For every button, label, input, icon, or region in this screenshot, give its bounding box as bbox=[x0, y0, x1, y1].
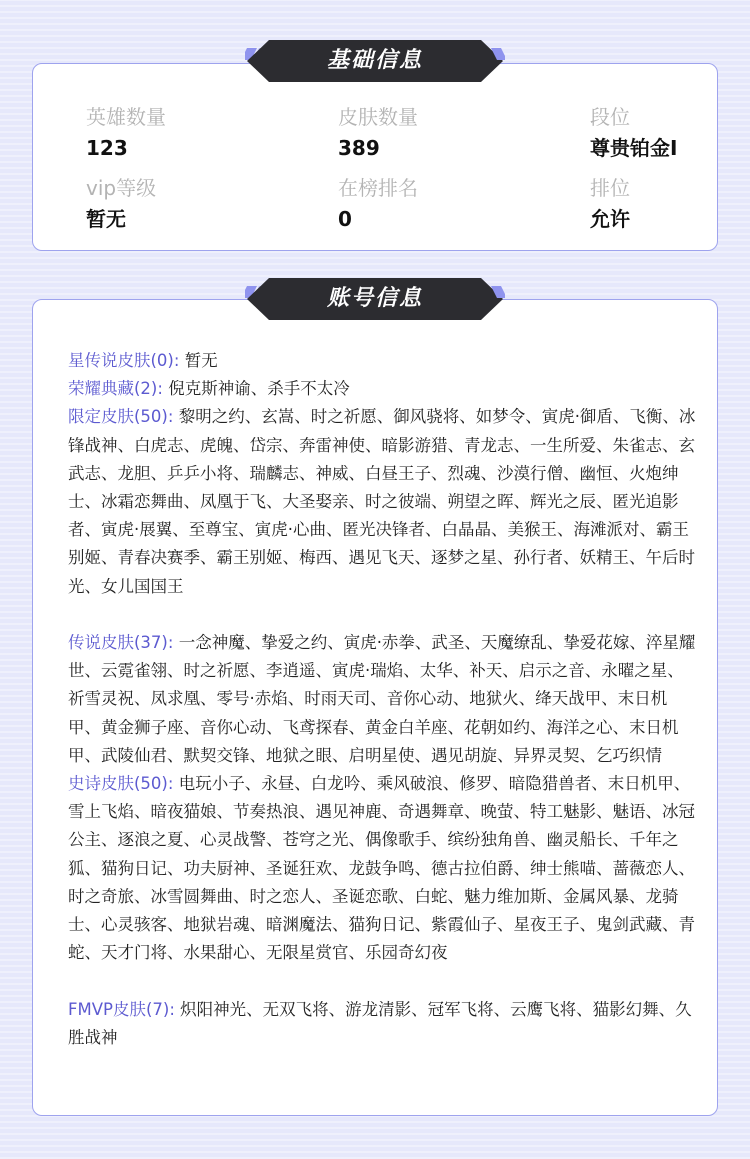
basic-info-banner bbox=[245, 38, 505, 84]
section-fmvp-skins bbox=[68, 996, 696, 1052]
stat-leaderboard-rank bbox=[338, 174, 418, 233]
section-limited-skins bbox=[68, 403, 696, 600]
stat-label: 在榜排名 bbox=[338, 176, 418, 200]
section-label: 荣耀典藏(2): bbox=[68, 379, 163, 399]
stat-ranked-allowed bbox=[590, 174, 630, 233]
account-info-title: 账号信息 bbox=[326, 286, 423, 311]
section-items: 黎明之约、玄嵩、时之祈愿、御风骁将、如梦令、寅虎·御盾、飞衡、冰锋战神、白虎志、虎魄、岱宗、奔雷神使、暗影游猎、青龙志、一生所爱、朱雀志、玄武志、龙胆、乒乒小将、瑞麟志、神威、白昼王子、烈魂、沙漠行僧、幽恒、火炮绅士、冰霜恋舞曲、凤凰于飞、大圣娶亲、时之彼端、朔望之晖、辉光之辰、匿光追影者、寅虎·展翼、至尊宝、寅虎·心曲、匿光决锋者、白晶晶、美猴王、海滩派对、霸王别姬、青春决赛季、霸王别姬、梅西、遇见飞天、逐梦之星、孙行者、妖精王、午后时光、女儿国国王 bbox=[68, 407, 696, 596]
stat-label: 段位 bbox=[590, 105, 630, 129]
stat-value: 尊贵铂金I bbox=[590, 136, 678, 160]
section-label: 限定皮肤(50): bbox=[68, 407, 174, 427]
stat-value: 389 bbox=[338, 136, 380, 160]
section-glory-collection bbox=[68, 375, 696, 403]
section-label: 史诗皮肤(50): bbox=[68, 774, 174, 794]
stat-label: 皮肤数量 bbox=[338, 105, 418, 129]
stat-label: vip等级 bbox=[86, 176, 157, 200]
section-items: 暂无 bbox=[184, 351, 218, 370]
section-items: 电玩小子、永昼、白龙吟、乘风破浪、修罗、暗隐猎兽者、末日机甲、雪上飞焰、暗夜猫娘、节奏热浪、遇见神鹿、奇遇舞章、晚萤、特工魅影、魅语、冰冠公主、逐浪之夏、心灵战警、苍穹之光、偶像歌手、缤纷独角兽、幽灵船长、千年之狐、猫狗日记、功夫厨神、圣诞狂欢、龙鼓争鸣、德古拉伯爵、绅士熊喵、蔷薇恋人、时之奇旅、冰雪圆舞曲、时之恋人、圣诞恋歌、白蛇、魅力维加斯、金属风暴、龙骑士、心灵骇客、地狱岩魂、暗渊魔法、猫狗日记、紫霞仙子、星夜王子、鬼剑武藏、青蛇、天才门将、水果甜心、无限星赏官、乐园奇幻夜 bbox=[68, 774, 695, 963]
stat-skin-count bbox=[338, 103, 418, 162]
stat-value: 暂无 bbox=[86, 207, 126, 231]
stat-value: 123 bbox=[86, 136, 128, 160]
stat-value: 0 bbox=[338, 207, 352, 231]
stat-rank-tier bbox=[590, 103, 677, 162]
stat-label: 英雄数量 bbox=[86, 105, 166, 129]
basic-info-title: 基础信息 bbox=[326, 48, 423, 73]
section-legend-skins bbox=[68, 629, 696, 770]
section-items: 倪克斯神谕、杀手不太冷 bbox=[168, 379, 350, 399]
account-info-banner bbox=[245, 276, 505, 322]
skin-list bbox=[68, 347, 696, 1052]
stat-label: 排位 bbox=[590, 176, 630, 200]
section-label: 传说皮肤(37): bbox=[68, 633, 174, 653]
section-items: 一念神魔、挚爱之约、寅虎·赤拳、武圣、天魔缭乱、挚爱花嫁、淬星耀世、云霓雀翎、时之祈愿、李逍遥、寅虎·瑞焰、太华、补天、启示之音、永曜之星、祈雪灵祝、凤求凰、零号·赤焰、时雨天司、音你心动、地狱火、绛天战甲、末日机甲、黄金狮子座、音你心动、飞鸢探春、黄金白羊座、花朝如约、海洋之心、末日机甲、武陵仙君、默契交锋、地狱之眼、启明星使、遇见胡旋、异界灵契、乞巧织情 bbox=[68, 633, 696, 765]
stat-vip-level bbox=[86, 174, 156, 233]
section-star-legend-skins bbox=[68, 347, 696, 375]
section-label: 星传说皮肤(0): bbox=[68, 351, 180, 370]
section-label: FMVP皮肤(7): bbox=[68, 999, 175, 1019]
section-items: 炽阳神光、无双飞将、游龙清影、冠军飞将、云鹰飞将、猫影幻舞、久胜战神 bbox=[68, 999, 692, 1047]
stat-hero-count bbox=[86, 103, 166, 162]
section-epic-skins bbox=[68, 770, 696, 967]
stat-value: 允许 bbox=[590, 207, 630, 231]
